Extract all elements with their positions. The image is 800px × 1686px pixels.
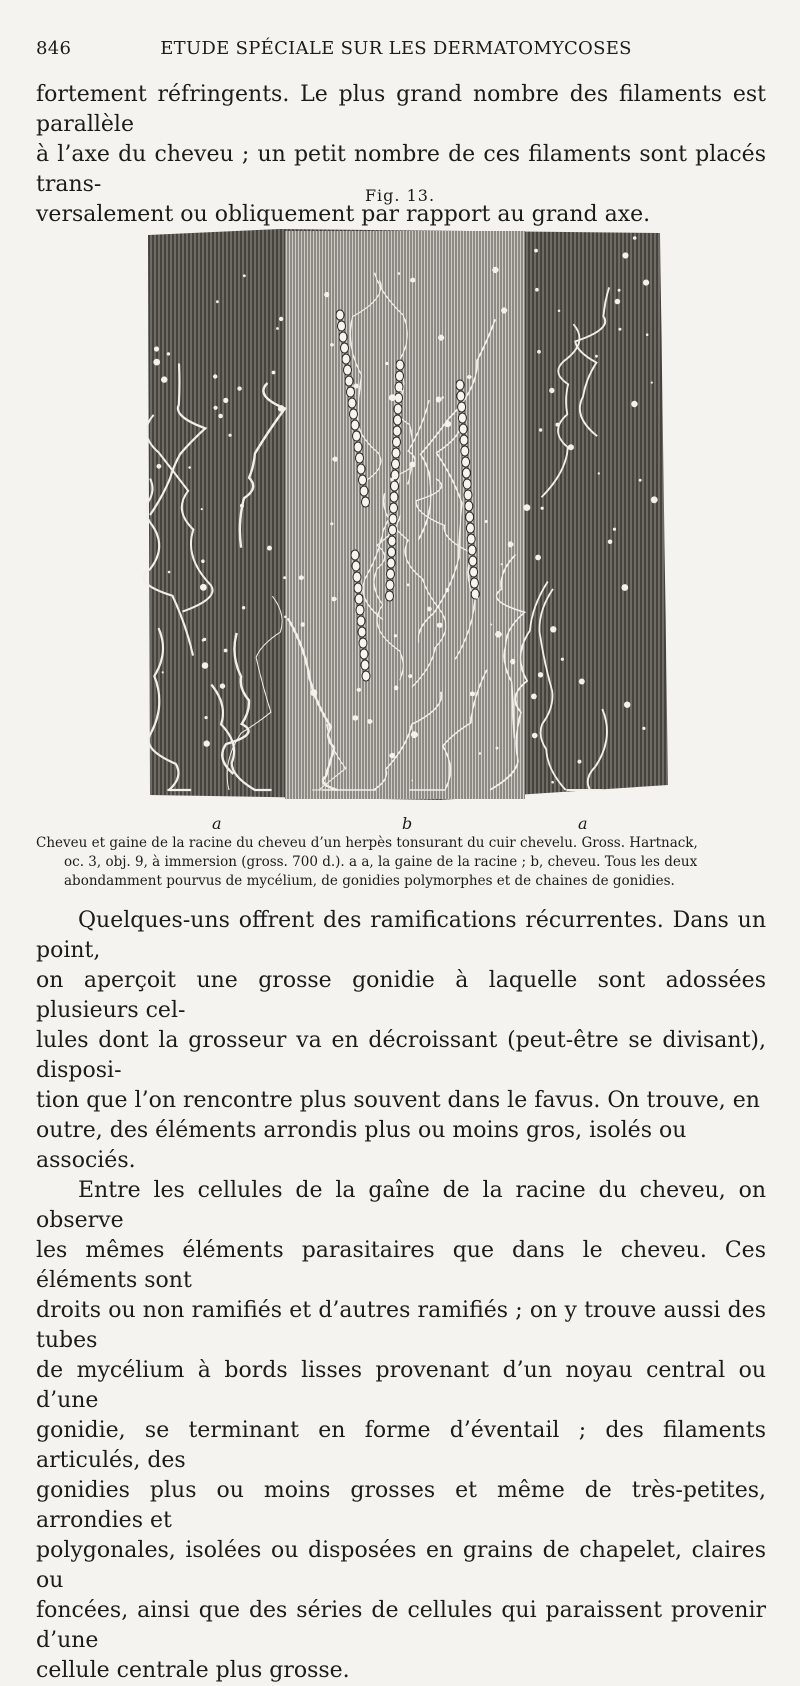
gonidium [643,280,649,286]
letter-a-left: a [212,814,222,833]
gonidia-chain-bead [353,431,361,441]
caption-line: abondamment pourvus de mycélium, de gonidies polymorphes et de chaines de gonidies. [64,873,675,889]
gonidium [357,688,361,692]
gonidia-chain-bead [348,398,356,408]
gonidia-chain-bead [361,660,369,670]
gonidia-chain-bead [470,567,478,577]
gonidium [220,683,225,688]
caption-line: Cheveu et gaine de la racine du cheveu d’un herpès tonsurant du cuir chevelu. Gross. Hartnack, [36,835,698,851]
gonidia-chain-bead [469,556,477,566]
micrograph-figure [140,225,670,805]
text-line: outre, des éléments arrondis plus ou moins gros, isolés ou associés. [36,1118,687,1173]
gonidium [200,584,207,591]
gonidium [299,575,304,580]
gonidium [218,414,223,419]
gonidium [445,421,451,427]
text-line: fortement réfringents. Le plus grand nombre des filaments est parallèle [36,82,766,137]
gonidium [467,375,471,379]
gonidia-chain-bead [387,569,395,579]
gonidium [237,386,241,390]
gonidium [154,346,159,351]
gonidium [558,310,561,313]
gonidium [618,289,621,292]
gonidium [539,428,542,431]
text-line: Quelques-uns offrent des ramifications récurrentes. Dans un point, [36,908,766,963]
gonidium [229,434,232,437]
gonidia-chain-bead [342,354,350,364]
gonidia-chain-bead [350,409,358,419]
gonidium [394,686,399,691]
gonidium [411,731,418,738]
gonidium [642,727,645,730]
gonidia-chain-bead [464,490,472,500]
gonidium [507,541,513,547]
gonidium [243,274,246,277]
gonidia-chain-bead [390,492,398,502]
gonidium [577,760,581,764]
gonidia-chain-bead [339,332,347,342]
gonidium [202,662,209,669]
gonidia-chain-bead [463,479,471,489]
gonidium [551,781,554,784]
gonidium [354,384,359,389]
micrograph-illustration [140,225,670,805]
gonidium [168,571,171,574]
gonidium [633,236,637,240]
gonidium [549,388,554,393]
gonidia-chain-bead [360,649,368,659]
text-line: les mêmes éléments parasitaires que dans le cheveu. Ces éléments sont [36,1238,766,1293]
gonidium [310,689,317,696]
gonidium [646,333,649,336]
gonidia-chain-bead [336,310,344,320]
gonidia-chain-bead [352,561,360,571]
gonidium [204,740,210,746]
gonidia-chain-bead [389,514,397,524]
gonidium [579,679,585,685]
gonidium [213,406,217,410]
gonidia-chain-bead [354,442,362,452]
gonidium [216,300,219,303]
text-line: polygonales, isolées ou disposées en grains de chapelet, claires ou [36,1538,766,1593]
gonidium [524,504,531,511]
gonidium [445,588,449,592]
gonidium [490,624,492,626]
gonidium [161,376,167,382]
gonidia-chain-bead [466,523,474,533]
gonidia-chain-bead [387,558,395,568]
gonidia-chain-bead [390,503,398,513]
gonidium [535,288,539,292]
gonidia-chain-bead [362,671,370,681]
gonidium [427,607,432,612]
gonidia-chain-bead [356,453,364,463]
gonidia-chain-bead [468,545,476,555]
text-line: gonidies plus ou moins grosses et même de très-petites, arrondies et [36,1478,766,1533]
gonidium [153,359,160,366]
gonidia-chain-bead [351,420,359,430]
gonidium [410,462,416,468]
gonidium [410,278,415,283]
gonidium [224,649,228,653]
gonidium [394,634,397,637]
gonidia-chain-bead [351,550,359,560]
gonidium [651,496,658,503]
gonidium [613,528,616,531]
gonidia-chain-bead [461,446,469,456]
gonidium [556,423,560,427]
gonidium [330,522,333,525]
gonidia-chain-bead [392,459,400,469]
gonidium [203,638,206,641]
gonidia-chain-bead [394,415,402,425]
text-line: à l’axe du cheveu ; un petit nombre de ces filaments sont placés trans- [36,142,766,197]
gonidium [283,576,286,579]
gonidia-chain-bead [394,404,402,414]
gonidia-chain-bead [344,365,352,375]
gonidia-chain-bead [347,387,355,397]
gonidia-chain-bead [355,594,363,604]
gonidia-chain-bead [458,402,466,412]
gonidium [167,352,170,355]
letter-b: b [402,814,413,833]
gonidium [608,540,613,545]
gonidium [595,355,598,358]
gonidium [213,374,217,378]
running-title: ETUDE SPÉCIALE SUR LES DERMATOMYCOSES [160,38,632,59]
gonidium [201,508,203,510]
gonidia-chain-bead [470,578,478,588]
gonidium [568,444,574,450]
gonidia-chain-bead [458,413,466,423]
gonidium [598,472,600,474]
gonidium [622,252,628,258]
gonidium [479,752,481,754]
gonidium [441,396,444,399]
gonidium [400,390,402,392]
gonidium [333,457,338,462]
gonidium [651,382,653,384]
gonidium [438,335,444,341]
text-line: on aperçoit une grosse gonidie à laquelle sont adossées plusieurs cel- [36,968,766,1023]
gonidium [157,464,162,469]
gonidia-chain-bead [460,435,468,445]
gonidium [631,401,637,407]
gonidia-chain-bead [359,475,367,485]
gonidium [279,317,283,321]
text-line: Entre les cellules de la gaîne de la racine du cheveu, on observe [36,1178,766,1233]
gonidia-chain-bead [459,424,467,434]
gonidium [541,507,544,510]
gonidia-chain-bead [392,448,400,458]
gonidium [618,328,621,331]
running-header [36,38,766,59]
gonidium [332,597,337,602]
top-paragraph [36,80,766,230]
gonidium [272,371,276,375]
gonidium [367,719,372,724]
gonidium [276,327,279,330]
caption-line: oc. 3, obj. 9, à immersion (gross. 700 d.). a a, la gaine de la racine ; b, cheveu. Tous les deux [64,854,698,870]
gonidium [550,626,556,632]
gonidia-chain-bead [353,572,361,582]
gonidium [408,674,412,678]
gonidium [240,504,244,508]
gonidia-chain-bead [358,627,366,637]
gonidia-chain-bead [354,583,362,593]
gonidium [205,716,208,719]
gonidium [475,596,478,599]
figure-label: Fig. 13. [364,186,436,205]
gonidium [485,520,488,523]
figure-caption [36,834,766,891]
gonidia-chain-bead [462,468,470,478]
gonidium [390,478,394,482]
gonidia-chain-bead [388,536,396,546]
gonidium [510,659,516,665]
gonidium [242,606,245,609]
gonidia-chain-bead [338,321,346,331]
text-line: droits ou non ramifiés et d’autres ramifiés ; on y trouve aussi des tubes [36,1298,766,1353]
gonidia-chain-bead [457,391,465,401]
gonidia-chain-bead [393,426,401,436]
body-text [36,906,766,1686]
gonidia-chain-bead [456,380,464,390]
gonidium [223,398,228,403]
text-line: foncées, ainsi que des séries de cellules qui paraissent provenir d’une [36,1598,766,1653]
gonidia-chain-bead [466,512,474,522]
gonidia-chain-bead [388,547,396,557]
gonidium [324,292,329,297]
gonidia-chain-bead [359,638,367,648]
gonidium [411,779,413,781]
gonidium [267,546,272,551]
gonidium [385,362,388,365]
gonidium [437,623,442,628]
gonidia-chain-bead [357,616,365,626]
gonidium [470,691,475,696]
gonidia-chain-bead [467,534,475,544]
gonidium [390,753,396,759]
gonidium [538,672,543,677]
gonidium [330,343,334,347]
gonidia-chain-bead [386,580,394,590]
gonidia-chain-bead [396,371,404,381]
gonidium [278,405,285,412]
page-number: 846 [36,38,72,59]
gonidium [534,249,538,253]
gonidium [501,563,503,565]
text-line: lules dont la grosseur va en décroissant (peut-être se divisant), disposi- [36,1028,766,1083]
gonidia-chain-bead [462,457,470,467]
letter-a-right: a [578,814,588,833]
gonidia-chain-bead [356,605,364,615]
text-line: de mycélium à bords lisses provenant d’un noyau central ou d’une [36,1358,766,1413]
text-line: tion que l’on rencontre plus souvent dans le favus. On trouve, en [36,1088,760,1113]
gonidium [537,350,541,354]
text-line: gonidie, se terminant en forme d’éventail ; des filaments articulés, des [36,1418,766,1473]
gonidium [624,702,630,708]
text-line: versalement ou obliquement par rapport au grand axe. [36,202,651,227]
gonidium [300,622,305,627]
gonidium [495,747,498,750]
gonidia-chain-bead [360,486,368,496]
gonidium [501,307,507,313]
gonidium [492,267,498,273]
gonidium [531,694,537,700]
gonidia-chain-bead [391,481,399,491]
gonidium [535,555,541,561]
gonidia-chain-bead [362,497,370,507]
gonidium [407,584,410,587]
gonidia-chain-bead [341,343,349,353]
gonidium [284,616,287,619]
gonidium [510,775,512,777]
gonidium [162,671,164,673]
gonidium [389,394,396,401]
gonidia-chain-bead [386,591,394,601]
gonidia-chain-bead [345,376,353,386]
gonidium [353,715,359,721]
gonidia-chain-bead [396,360,404,370]
gonidium [436,397,442,403]
gonidium [495,631,502,638]
gonidium [615,299,621,305]
gonidium [621,584,628,591]
gonidium [390,529,395,534]
gonidium [639,479,642,482]
gonidia-chain-bead [393,437,401,447]
gonidium [188,466,191,469]
gonidia-chain-bead [465,501,473,511]
text-line: cellule centrale plus grosse. [36,1658,350,1683]
gonidium [398,272,401,275]
gonidium [532,733,538,739]
figure-letters [0,814,800,834]
gonidium [561,658,564,661]
gonidia-chain-bead [357,464,365,474]
gonidium [201,559,205,563]
